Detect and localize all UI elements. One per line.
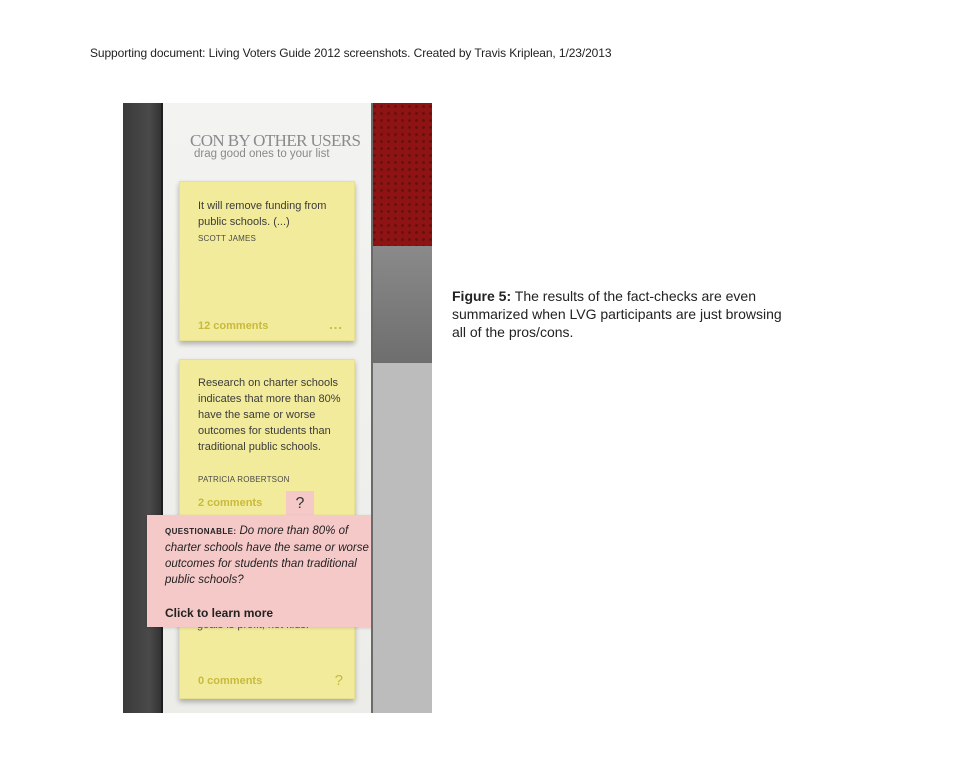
- column-subtitle: drag good ones to your list: [194, 148, 330, 160]
- point-card[interactable]: [179, 359, 355, 519]
- point-author: SCOTT JAMES: [198, 234, 257, 243]
- fact-check-verdict: QUESTIONABLE:: [165, 527, 237, 536]
- comments-link[interactable]: 12 comments: [198, 320, 269, 332]
- fact-check-question: Do more than 80% of charter schools have the same or worse outcomes for students than traditional public schools?: [165, 525, 369, 586]
- rail-divider: [371, 103, 373, 713]
- learn-more-link[interactable]: Click to learn more: [165, 606, 274, 620]
- figure-caption: [452, 287, 792, 341]
- more-icon[interactable]: ...: [329, 317, 343, 332]
- document-header: Supporting document: Living Voters Guide 2012 screenshots. Created by Travis Kriplean, 1/23/2013: [90, 46, 612, 60]
- right-rail: [371, 103, 432, 713]
- rail-dark-panel: [371, 246, 432, 363]
- point-author: PATRICIA ROBERTSON: [198, 475, 290, 484]
- rail-light-panel: [371, 363, 432, 713]
- figure-label: Figure 5:: [452, 288, 512, 304]
- point-text: It will remove funding from public schools. (...): [198, 200, 327, 228]
- lvg-screenshot: [123, 103, 432, 713]
- comments-link[interactable]: 2 comments: [198, 497, 263, 509]
- fact-check-question-icon[interactable]: ?: [286, 491, 314, 517]
- fact-check-summary: [165, 523, 371, 588]
- rail-red-panel: [371, 103, 432, 246]
- comments-link[interactable]: 0 comments: [198, 675, 263, 687]
- column-title: CON BY OTHER USERS: [190, 131, 361, 150]
- caption-text: The results of the fact-checks are even summarized when LVG participants are just browsing all of the pros/cons.: [452, 288, 782, 340]
- point-card[interactable]: [179, 181, 355, 341]
- fact-check-popup[interactable]: [147, 515, 383, 627]
- fact-check-question-icon[interactable]: ?: [334, 672, 343, 689]
- point-text: Research on charter schools indicates that more than 80% have the same or worse outcomes for students than traditional public schools.: [198, 377, 341, 453]
